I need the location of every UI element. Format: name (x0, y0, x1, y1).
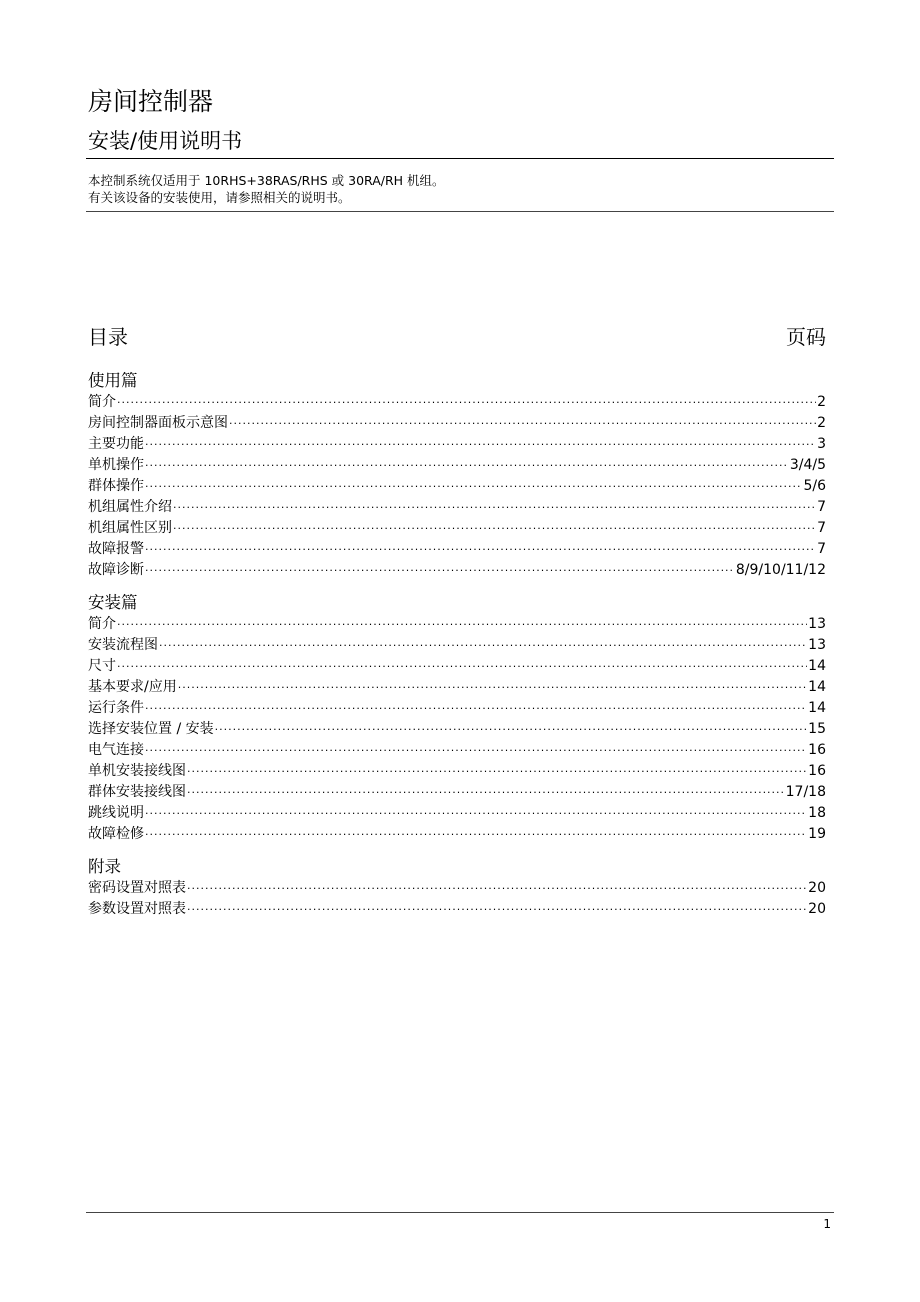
toc-entry-page: 7 (817, 499, 826, 515)
toc-entry-label: 尺寸 (88, 658, 116, 674)
toc-entry-page: 20 (808, 901, 826, 917)
dot-leader (117, 614, 807, 635)
toc-entry[interactable] (88, 455, 826, 476)
toc-entry-page: 13 (808, 637, 826, 653)
dot-leader (178, 677, 807, 698)
toc-entry-label: 故障诊断 (88, 562, 144, 578)
section-title: 附录 (88, 857, 121, 876)
dot-leader (173, 497, 816, 518)
section-title: 安装篇 (88, 593, 138, 612)
dot-leader (145, 740, 807, 761)
section-title: 使用篇 (88, 371, 138, 390)
toc-entry-page: 3/4/5 (789, 457, 826, 473)
toc-entry-label: 跳线说明 (88, 805, 144, 821)
toc-entry-label: 选择安装位置 / 安装 (88, 721, 214, 737)
dot-leader (145, 539, 816, 560)
intro-line-2: 有关该设备的安装使用，请参照相关的说明书。 (88, 190, 351, 205)
document-title: 房间控制器 (88, 87, 214, 116)
toc-entry-page: 2 (817, 415, 826, 431)
toc-entry-label: 简介 (88, 616, 116, 632)
toc-entry-page: 20 (808, 880, 826, 896)
document-subtitle: 安装/使用说明书 (88, 129, 243, 153)
toc-entry[interactable] (88, 698, 826, 719)
toc-entry-page: 7 (817, 520, 826, 536)
dot-leader (173, 518, 816, 539)
toc-entry-label: 主要功能 (88, 436, 144, 452)
toc-entry-label: 机组属性介绍 (88, 499, 172, 515)
toc-entry-label: 安装流程图 (88, 637, 158, 653)
footer-divider (86, 1212, 834, 1213)
table-of-contents (88, 370, 826, 931)
toc-entry[interactable] (88, 518, 826, 539)
toc-entry-page: 18 (808, 805, 826, 821)
toc-entry-label: 故障检修 (88, 826, 144, 842)
toc-entry-label: 简介 (88, 394, 116, 410)
toc-entry[interactable] (88, 476, 826, 497)
toc-section-usage (88, 370, 826, 581)
dot-leader (145, 455, 789, 476)
toc-entry[interactable] (88, 878, 826, 899)
dot-leader (187, 878, 807, 899)
toc-entry-page: 16 (808, 763, 826, 779)
toc-entry[interactable] (88, 824, 826, 845)
dot-leader (117, 656, 807, 677)
toc-entry-page: 8/9/10/11/12 (735, 562, 826, 578)
toc-entry-page: 19 (808, 826, 826, 842)
dot-leader (187, 899, 807, 920)
toc-entry-page: 5/6 (803, 478, 826, 494)
dot-leader (187, 761, 807, 782)
title-divider (86, 158, 834, 159)
toc-entry-page: 7 (817, 541, 826, 557)
toc-entry-label: 群体操作 (88, 478, 144, 494)
toc-entry[interactable] (88, 539, 826, 560)
intro-text (88, 172, 445, 206)
toc-entry-label: 机组属性区别 (88, 520, 172, 536)
toc-entry-label: 故障报警 (88, 541, 144, 557)
toc-entry-page: 13 (808, 616, 826, 632)
dot-leader (145, 476, 802, 497)
dot-leader (145, 824, 807, 845)
toc-entry-label: 群体安装接线图 (88, 784, 186, 800)
dot-leader (145, 434, 816, 455)
toc-entry[interactable] (88, 434, 826, 455)
toc-page-heading: 页码 (786, 325, 826, 349)
toc-entry-page: 14 (808, 658, 826, 674)
toc-entry[interactable] (88, 719, 826, 740)
toc-section-installation (88, 592, 826, 845)
toc-entry[interactable] (88, 761, 826, 782)
toc-entry[interactable] (88, 392, 826, 413)
toc-entry[interactable] (88, 413, 826, 434)
toc-entry-label: 参数设置对照表 (88, 901, 186, 917)
intro-line-1: 本控制系统仅适用于 10RHS+38RAS/RHS 或 30RA/RH 机组。 (88, 173, 445, 188)
toc-entry-label: 房间控制器面板示意图 (88, 415, 228, 431)
toc-entry[interactable] (88, 740, 826, 761)
toc-entry-label: 基本要求/应用 (88, 679, 177, 695)
dot-leader (145, 560, 735, 581)
toc-entry[interactable] (88, 656, 826, 677)
toc-entry-page: 16 (808, 742, 826, 758)
dot-leader (215, 719, 808, 740)
toc-entry[interactable] (88, 803, 826, 824)
toc-entry-label: 单机安装接线图 (88, 763, 186, 779)
toc-entry[interactable] (88, 614, 826, 635)
dot-leader (159, 635, 807, 656)
toc-entry[interactable] (88, 899, 826, 920)
toc-entry-page: 3 (817, 436, 826, 452)
toc-entry-label: 密码设置对照表 (88, 880, 186, 896)
toc-entry-page: 14 (808, 679, 826, 695)
toc-entry[interactable] (88, 782, 826, 803)
dot-leader (145, 698, 807, 719)
toc-entry-label: 运行条件 (88, 700, 144, 716)
dot-leader (187, 782, 785, 803)
page-number: 1 (823, 1217, 831, 1231)
toc-entry-label: 电气连接 (88, 742, 144, 758)
toc-entry-page: 15 (808, 721, 826, 737)
toc-entry-label: 单机操作 (88, 457, 144, 473)
toc-section-appendix (88, 856, 826, 920)
toc-entry[interactable] (88, 635, 826, 656)
toc-header (88, 324, 826, 350)
toc-entry[interactable] (88, 560, 826, 581)
dot-leader (229, 413, 816, 434)
toc-entry-page: 17/18 (785, 784, 826, 800)
dot-leader (117, 392, 816, 413)
toc-entry[interactable] (88, 497, 826, 518)
toc-entry-page: 14 (808, 700, 826, 716)
intro-divider (86, 211, 834, 212)
dot-leader (145, 803, 807, 824)
toc-heading: 目录 (88, 325, 128, 349)
toc-entry[interactable] (88, 677, 826, 698)
toc-entry-page: 2 (817, 394, 826, 410)
